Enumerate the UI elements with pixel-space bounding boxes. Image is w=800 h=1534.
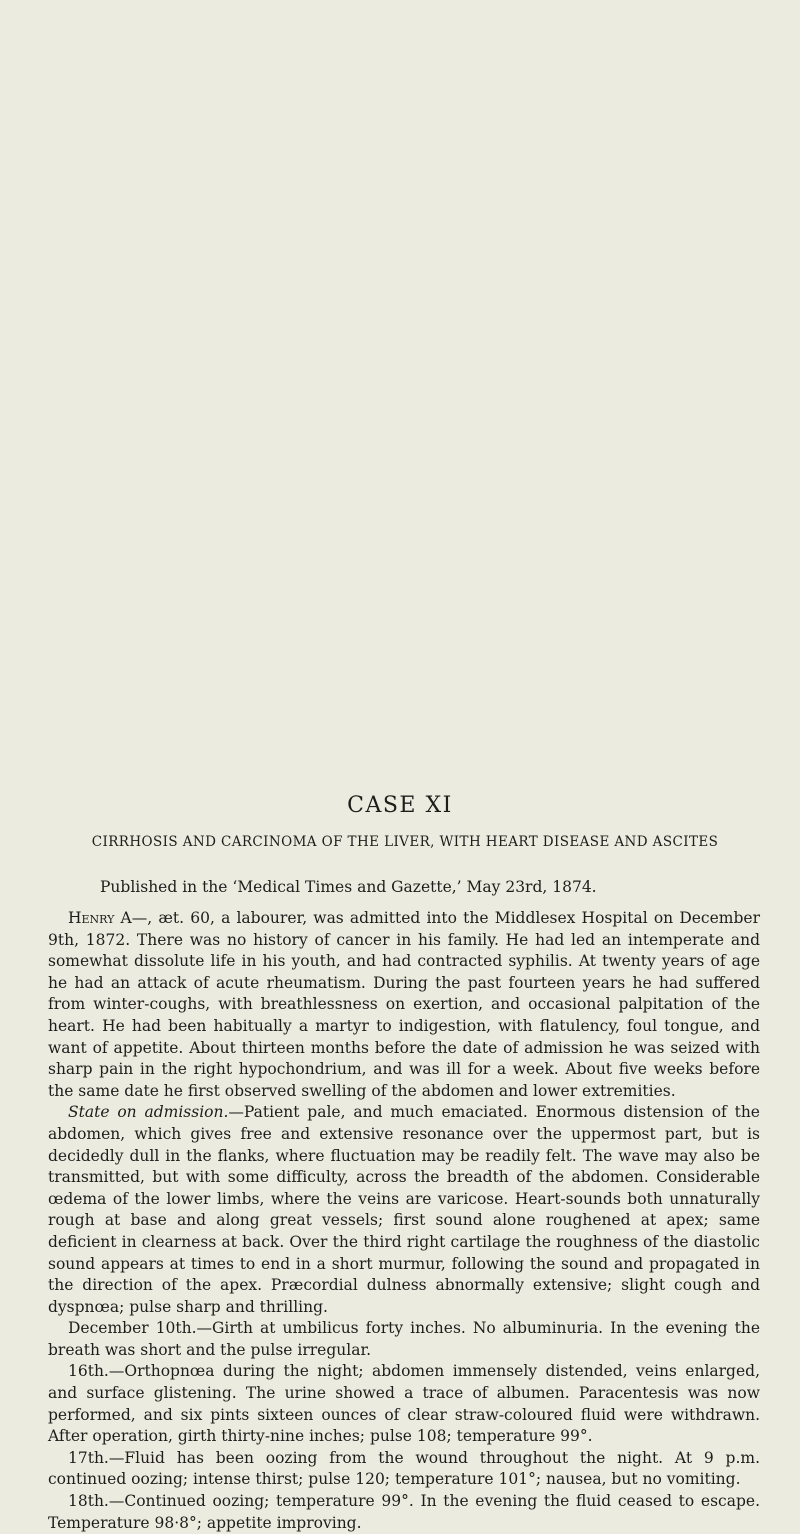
- paragraph-dec-10: December 10th.—Girth at umbilicus forty inches. No albuminuria. In the evening the breath was short and the pulse irregular.: [48, 1319, 760, 1359]
- paragraph-history: [48, 908, 760, 1102]
- patient-name: Henry A—,: [68, 909, 153, 927]
- paragraph-18th: 18th.—Continued oozing; temperature 99°. In the evening the fluid ceased to escape. Temperature 98·8°; appetite improving.: [48, 1492, 760, 1532]
- case-title: CASE XI: [347, 793, 453, 818]
- case-subtitle: CIRRHOSIS AND CARCINOMA OF THE LIVER, WITH HEART DISEASE AND ASCITES: [91, 834, 719, 850]
- publication-note: Published in the ‘Medical Times and Gazette,’ May 23rd, 1874.: [100, 878, 597, 896]
- section-lead: State on admission.: [68, 1103, 229, 1122]
- paragraph-text: —Patient pale, and much emaciated. Enormous distension of the abdomen, which gives free and extensive resonance over the uppermost part, but is decidedly dull in the flanks, where fluctuation may be readily felt. The wave may also be transmitted, but with some difficulty, across the breadth of the abdomen. Considerable œdema of the lower limbs, where the veins are varicose. Heart-sounds both unnaturally rough at base and along great vessels; first sound alone roughened at apex; same deficient in clearness at back. Over the third right cartilage the roughness of the diastolic sound appears at times to end in a short murmur, following the sound and propagated in the direction of the apex. Præcordial dulness abnormally extensive; slight cough and dyspnœa; pulse sharp and thrilling.: [48, 1103, 760, 1316]
- paragraph-17th: 17th.—Fluid has been oozing from the wound throughout the night. At 9 p.m. continued oozing; intense thirst; pulse 120; temperature 101°; nausea, but no vomiting.: [48, 1448, 760, 1489]
- paragraph-admission: [48, 1102, 760, 1318]
- paragraph-text: æt. 60, a labourer, was admitted into the Middlesex Hospital on December 9th, 1872. There was no history of cancer in his family. He had led an intemperate and somewhat dissolute life in his youth, and had contracted syphilis. At twenty years of age he had an attack of acute rheumatism. During the past fourteen years he had suffered from winter-coughs, with breathlessness on exertion, and occasional palpitation of the heart. He had been habitually a martyr to indigestion, with flatulency, foul tongue, and want of appetite. About thirteen months before the date of admission he was seized with sharp pain in the right hypochondrium, and was ill for a week. About five weeks before the same date he first observed swelling of the abdomen and lower extremities.: [48, 909, 760, 1100]
- case-body: [48, 908, 760, 1534]
- paragraph-16th: 16th.—Orthopnœa during the night; abdomen immensely distended, veins enlarged, and surface glistening. The urine showed a trace of albumen. Paracentesis was now performed, and six pints sixteen ounces of clear straw-coloured fluid were withdrawn. After operation, girth thirty-nine inches; pulse 108; temperature 99°.: [48, 1362, 760, 1446]
